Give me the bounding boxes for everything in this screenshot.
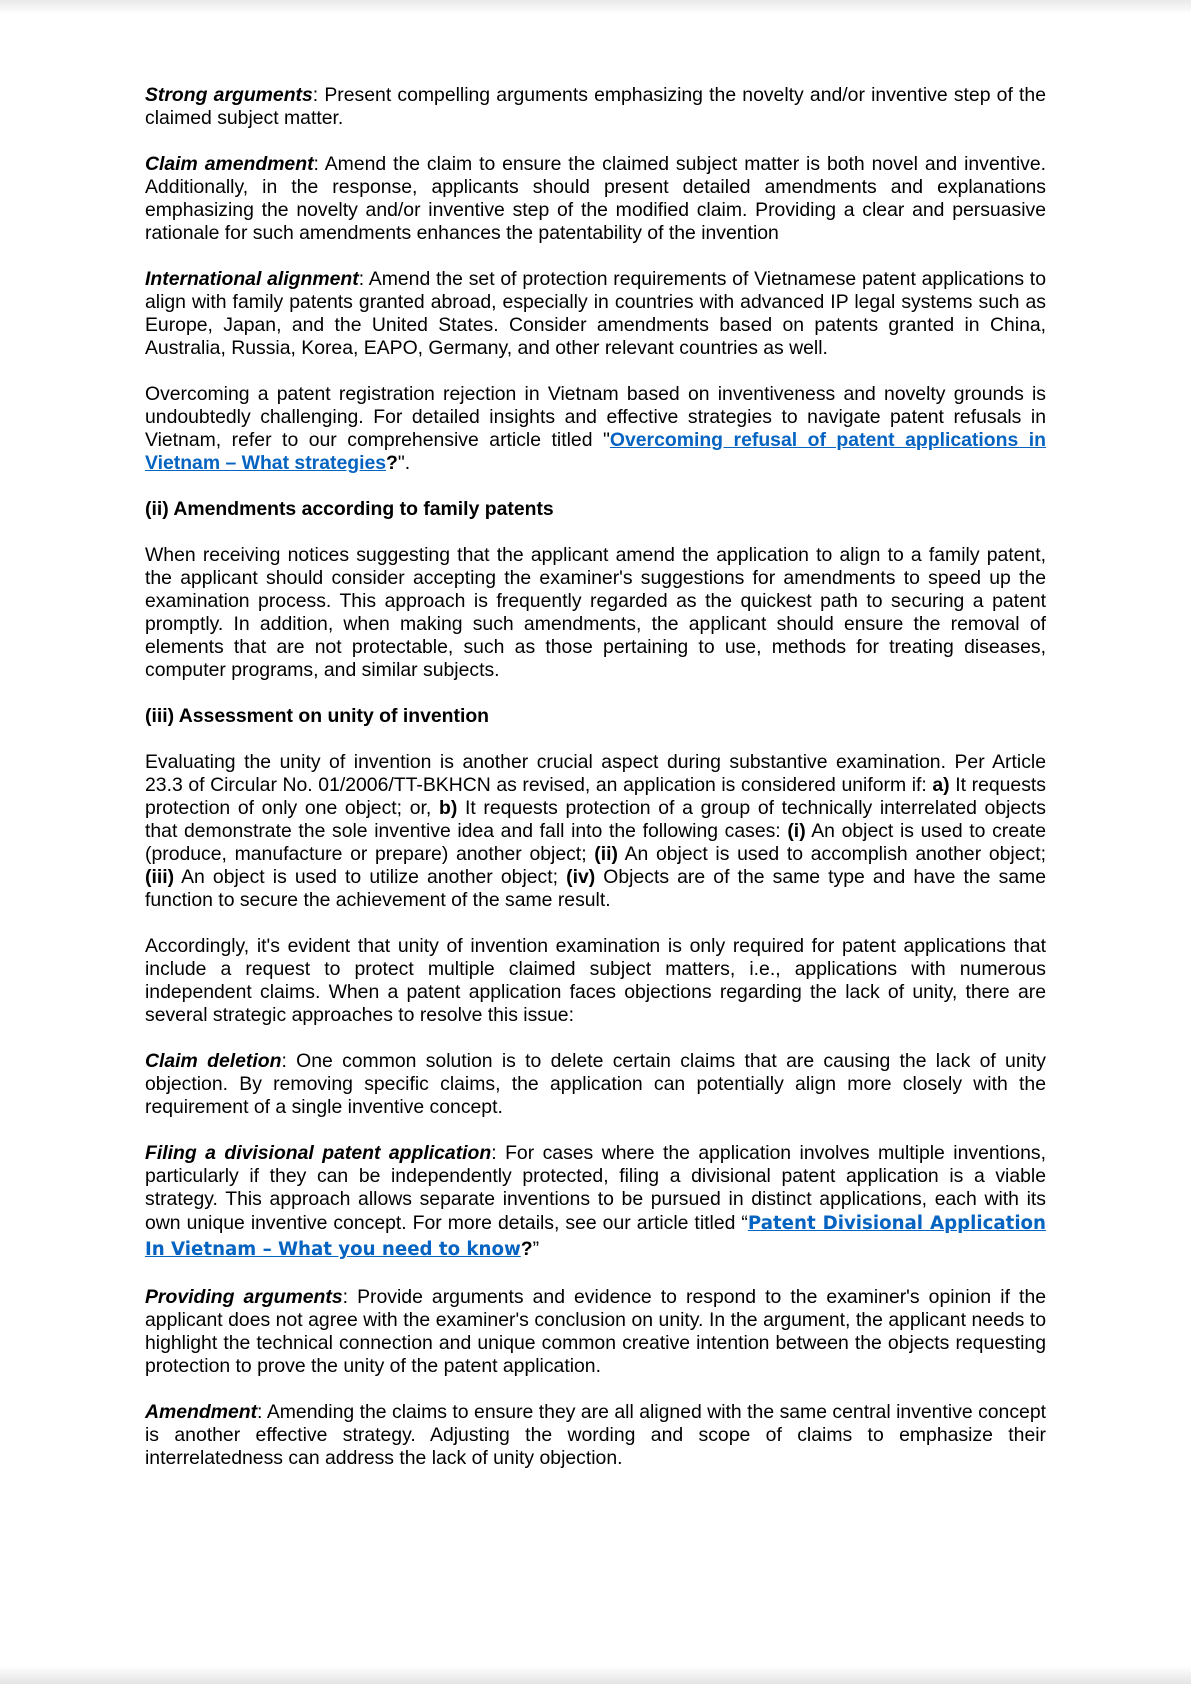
paragraph-divisional-application <box>145 1142 1046 1263</box>
heading-amendments-family-patents: (ii) Amendments according to family patents <box>145 498 554 520</box>
question-mark-divisional: ? <box>520 1238 533 1260</box>
link-divisional-application-article[interactable]: Patent Divisional Application In Vietnam – What you need to know <box>145 1213 1047 1260</box>
closing-quote-divisional: ” <box>532 1238 540 1260</box>
term-strong-arguments: Strong arguments <box>145 84 313 106</box>
unity-text-4: An object is used to create (produce, manufacture or prepare) another object; <box>145 820 1046 865</box>
paragraph-unity-assessment <box>145 751 1046 912</box>
unity-text-1: Evaluating the unity of invention is another crucial aspect during substantive examination. Per Article 23.3 of Circular No. 01/2006/TT-BKHCN as revised, an application is considered uniform if: <box>145 751 1046 796</box>
link-overcoming-refusal-article[interactable]: Overcoming refusal of patent applications in Vietnam – What strategies <box>145 429 1046 474</box>
closing-quote-overcoming: ". <box>397 452 411 474</box>
term-international-alignment: International alignment <box>145 268 359 290</box>
text-overcoming: Overcoming a patent registration rejection in Vietnam based on inventiveness and novelty grounds is undoubtedly challenging. For detailed insights and effective strategies to navigate patent refusals in Vietnam, refer to our comprehensive article titled " <box>145 383 1046 451</box>
heading-unity-of-invention: (iii) Assessment on unity of invention <box>145 705 490 727</box>
page-bottom-shadow <box>0 1666 1191 1684</box>
paragraph-claim-deletion <box>145 1050 1046 1119</box>
document-body <box>145 84 1046 1493</box>
unity-text-7: Objects are of the same type and have the same function to secure the achievement of the same result. <box>145 866 1046 911</box>
text-amendment: : Amending the claims to ensure they are all aligned with the same central inventive concept is another effective strategy. Adjusting the wording and scope of claims to emphasize their interrelatedness can address the lack of unity objection. <box>145 1401 1046 1469</box>
paragraph-claim-amendment <box>145 153 1046 245</box>
unity-text-5: An object is used to accomplish another object; <box>617 843 1046 865</box>
text-providing-arguments: : Provide arguments and evidence to respond to the examiner's opinion if the applicant does not agree with the examiner's conclusion on unity. In the argument, the applicant needs to highlight the technical connection and unique common creative intention between the objects requesting protection to prove the unity of the patent application. <box>145 1286 1047 1377</box>
text-strong-arguments: : Present compelling arguments emphasizing the novelty and/or inventive step of the claimed subject matter. <box>145 84 1046 129</box>
unity-marker-ii: (ii) <box>594 843 618 865</box>
unity-text-3: It requests protection of a group of technically interrelated objects that demonstrate the sole inventive idea and fall into the following cases: <box>145 797 1046 842</box>
paragraph-overcoming-rejection <box>145 383 1046 475</box>
page-top-shadow <box>0 0 1191 14</box>
term-amendment: Amendment <box>145 1401 258 1423</box>
unity-marker-a: a) <box>932 774 950 796</box>
term-claim-amendment: Claim amendment <box>145 153 314 175</box>
text-divisional-application: : For cases where the application involves multiple inventions, particularly if they can be independently protected, filing a divisional patent application is a viable strategy. This approach allows separate inventions to be pursued in distinct applications, each with its own unique inventive concept. For more details, see our article titled “ <box>145 1142 1046 1234</box>
term-providing-arguments: Providing arguments <box>145 1286 343 1308</box>
paragraph-strong-arguments <box>145 84 1046 130</box>
text-claim-deletion: : One common solution is to delete certain claims that are causing the lack of unity objection. By removing specific claims, the application can potentially align more closely with the requirement of a single inventive concept. <box>145 1050 1046 1118</box>
unity-marker-i: (i) <box>787 820 806 842</box>
unity-text-6: An object is used to utilize another object; <box>174 866 567 888</box>
unity-marker-b: b) <box>438 797 458 819</box>
paragraph-providing-arguments <box>145 1286 1046 1378</box>
paragraph-international-alignment <box>145 268 1046 360</box>
text-claim-amendment: : Amend the claim to ensure the claimed subject matter is both novel and inventive. Additionally, in the response, applicants should present detailed amendments and explanations emphasizing the novelty and/or inventive step of the modified claim. Providing a clear and persuasive rationale for such amendments enhances the patentability of the invention <box>145 153 1046 244</box>
paragraph-amendment <box>145 1401 1046 1470</box>
term-divisional-application: Filing a divisional patent application <box>145 1142 492 1164</box>
term-claim-deletion: Claim deletion <box>145 1050 282 1072</box>
paragraph-accordingly: Accordingly, it's evident that unity of invention examination is only required for patent applications that include a request to protect multiple claimed subject matters, i.e., applications with numerous independent claims. When a patent application faces objections regarding the lack of unity, there are several strategic approaches to resolve this issue: <box>145 935 1046 1026</box>
paragraph-family-patents: When receiving notices suggesting that the applicant amend the application to align to a family patent, the applicant should consider accepting the examiner's suggestions for amendments to speed up the examination process. This approach is frequently regarded as the quickest path to securing a patent promptly. In addition, when making such amendments, the applicant should ensure the removal of elements that are not protectable, such as those pertaining to use, methods for treating diseases, computer programs, and similar subjects. <box>145 544 1046 681</box>
question-mark-overcoming: ? <box>386 452 398 474</box>
unity-text-2: It requests protection of only one object; or, <box>145 774 1046 819</box>
unity-marker-iii: (iii) <box>145 866 175 888</box>
unity-marker-iv: (iv) <box>566 866 596 888</box>
text-international-alignment: : Amend the set of protection requirements of Vietnamese patent applications to align with family patents granted abroad, especially in countries with advanced IP legal systems such as Europe, Japan, and the United States. Consider amendments based on patents granted in China, Australia, Russia, Korea, EAPO, Germany, and other relevant countries as well. <box>145 268 1046 359</box>
